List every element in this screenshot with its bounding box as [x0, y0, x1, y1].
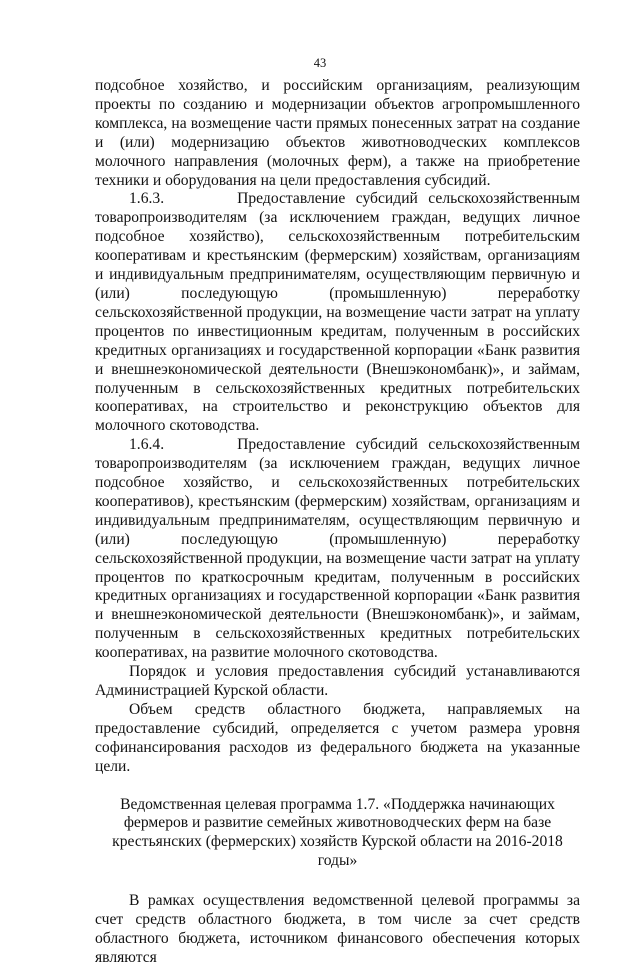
paragraph-item-1-6-4: 1.6.4. Предоставление субсидий сельскохозяйственным товаропроизводителям (за исключением граждан, ведущих личное подсобное хозяйство, и сельскохозяйственных потребительских кооперативов), крестьянским (фермерским) хозяйствам, организациям и индивидуальным предпринимателям, осуществляющим первичную и (или) последующую (промышленную) переработку сельскохозяйственной продукции, на возмещение части затрат на уплату процентов по краткосрочным кредитам, полученным в российских кредитных организациях и государственной корпорации «Банк развития и внешнеэкономической деятельности (Внешэкономбанк)», и займам, полученным в сельскохозяйственных кредитных потребительских кооперативах, на развитие молочного скотоводства. — [95, 436, 580, 662]
document-body — [95, 77, 580, 968]
paragraph-continuation: подсобное хозяйство, и российским организациям, реализующим проекты по созданию и модернизации объектов агропромышленного комплекса, на возмещение части прямых понесенных затрат на создание и (или) модернизацию объектов животноводческих комплексов молочного направления (молочных ферм), а также на приобретение техники и оборудования на цели предоставления субсидий. — [95, 77, 580, 189]
paragraph-procedure: Порядок и условия предоставления субсидий устанавливаются Администрацией Курской области. — [95, 663, 580, 699]
paragraph-item-1-6-3: 1.6.3. Предоставление субсидий сельскохозяйственным товаропроизводителям (за исключением граждан, ведущих личное подсобное хозяйство), сельскохозяйственным потребительским кооперативам и крестьянским (фермерским) хозяйствам, организациям и индивидуальным предпринимателям, осуществляющим первичную и (или) последующую (промышленную) переработку сельскохозяйственной продукции, на возмещение части затрат на уплату процентов по инвестиционным кредитам, полученным в российских кредитных организациях и государственной корпорации «Банк развития и внешнеэкономической деятельности (Внешэкономбанк)», и займам, полученным в сельскохозяйственных кредитных потребительских кооперативах, на строительство и реконструкцию объектов для молочного скотоводства. — [95, 190, 580, 435]
section-heading: Ведомственная целевая программа 1.7. «Поддержка начинающих фермеров и развитие семейных животноводческих ферм на базе крестьянских (фермерских) хозяйств Курской области на 2016-2018 годы» — [112, 795, 563, 870]
paragraph-closing: В рамках осуществления ведомственной целевой программы за счет средств областного бюджета, в том числе за счет средств областного бюджета, источником финансового обеспечения которых являются — [95, 892, 580, 966]
page-number: 43 — [313, 56, 327, 70]
paragraph-budget-volume: Объем средств областного бюджета, направляемых на предоставление субсидий, определяется с учетом размера уровня софинансирования расходов из федерального бюджета на указанные цели. — [95, 700, 580, 775]
